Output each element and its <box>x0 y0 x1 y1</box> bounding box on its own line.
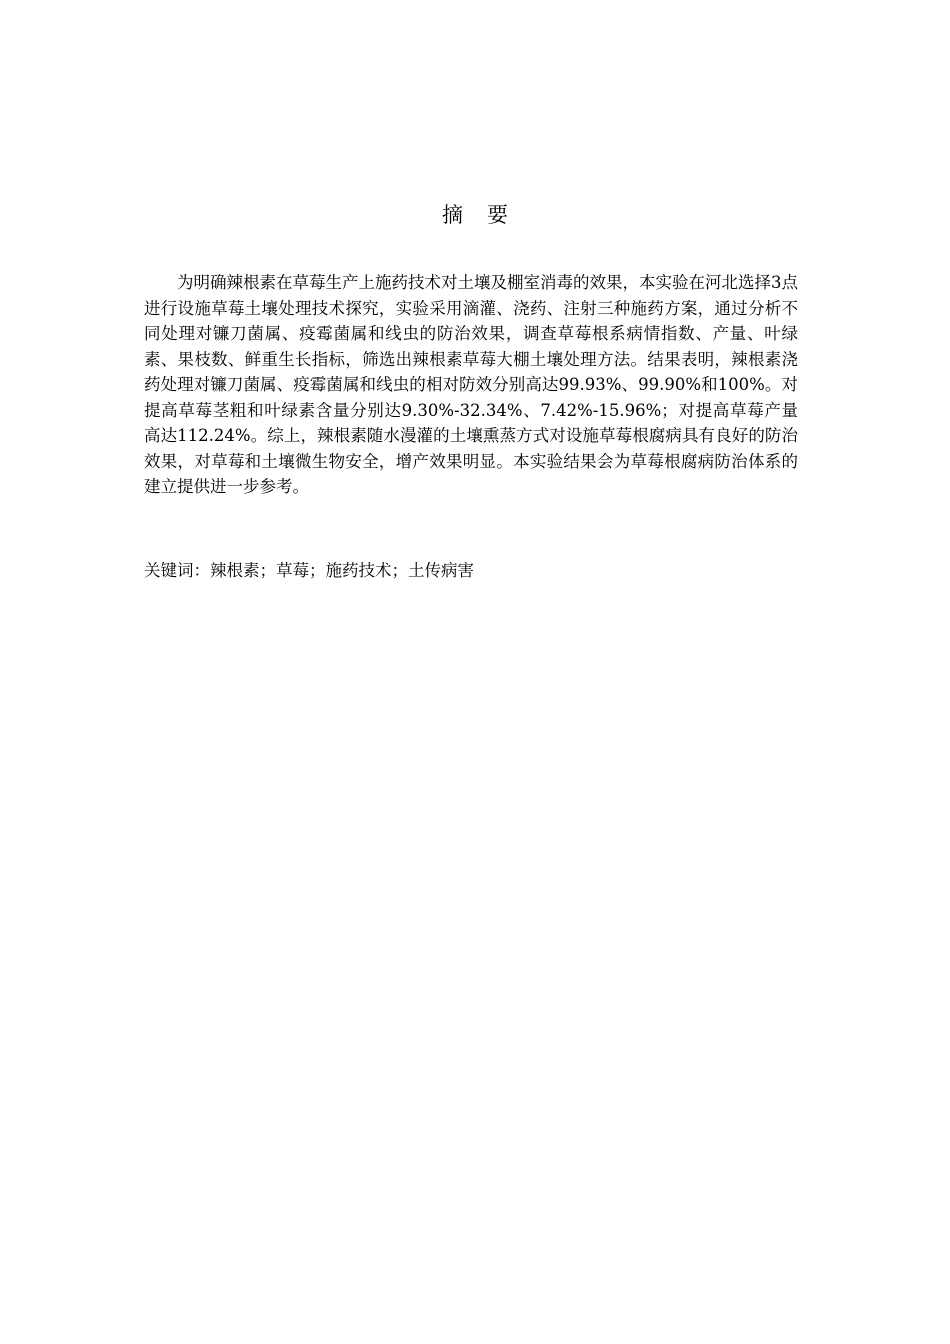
abstract-title: 摘要 <box>442 203 532 227</box>
keywords-line <box>144 558 798 584</box>
abstract-body: 为明确辣根素在草莓生产上施药技术对土壤及棚室消毒的效果，本实验在河北选择3点进行设施草莓土壤处理技术探究，实验采用滴灌、浇药、注射三种施药方案，通过分析不同处理对镰刀菌属、疫霉菌属和线虫的防治效果，调查草莓根系病情指数、产量、叶绿素、果枝数、鲜重生长指标，筛选出辣根素草莓大棚土壤处理方法。结果表明，辣根素浇药处理对镰刀菌属、疫霉菌属和线虫的相对防效分别高达99.93%、99.90%和100%。对提高草莓茎粗和叶绿素含量分别达9.30%-32.34%、7.42%-15.96%；对提高草莓产量高达112.24%。综上，辣根素随水漫灌的土壤熏蒸方式对设施草莓根腐病具有良好的防治效果，对草莓和土壤微生物安全，增产效果明显。本实验结果会为草莓根腐病防治体系的建立提供进一步参考。 <box>144 273 798 496</box>
keywords-text: 辣根素；草莓；施药技术；土传病害 <box>210 561 474 580</box>
keywords-label: 关键词： <box>144 561 210 580</box>
